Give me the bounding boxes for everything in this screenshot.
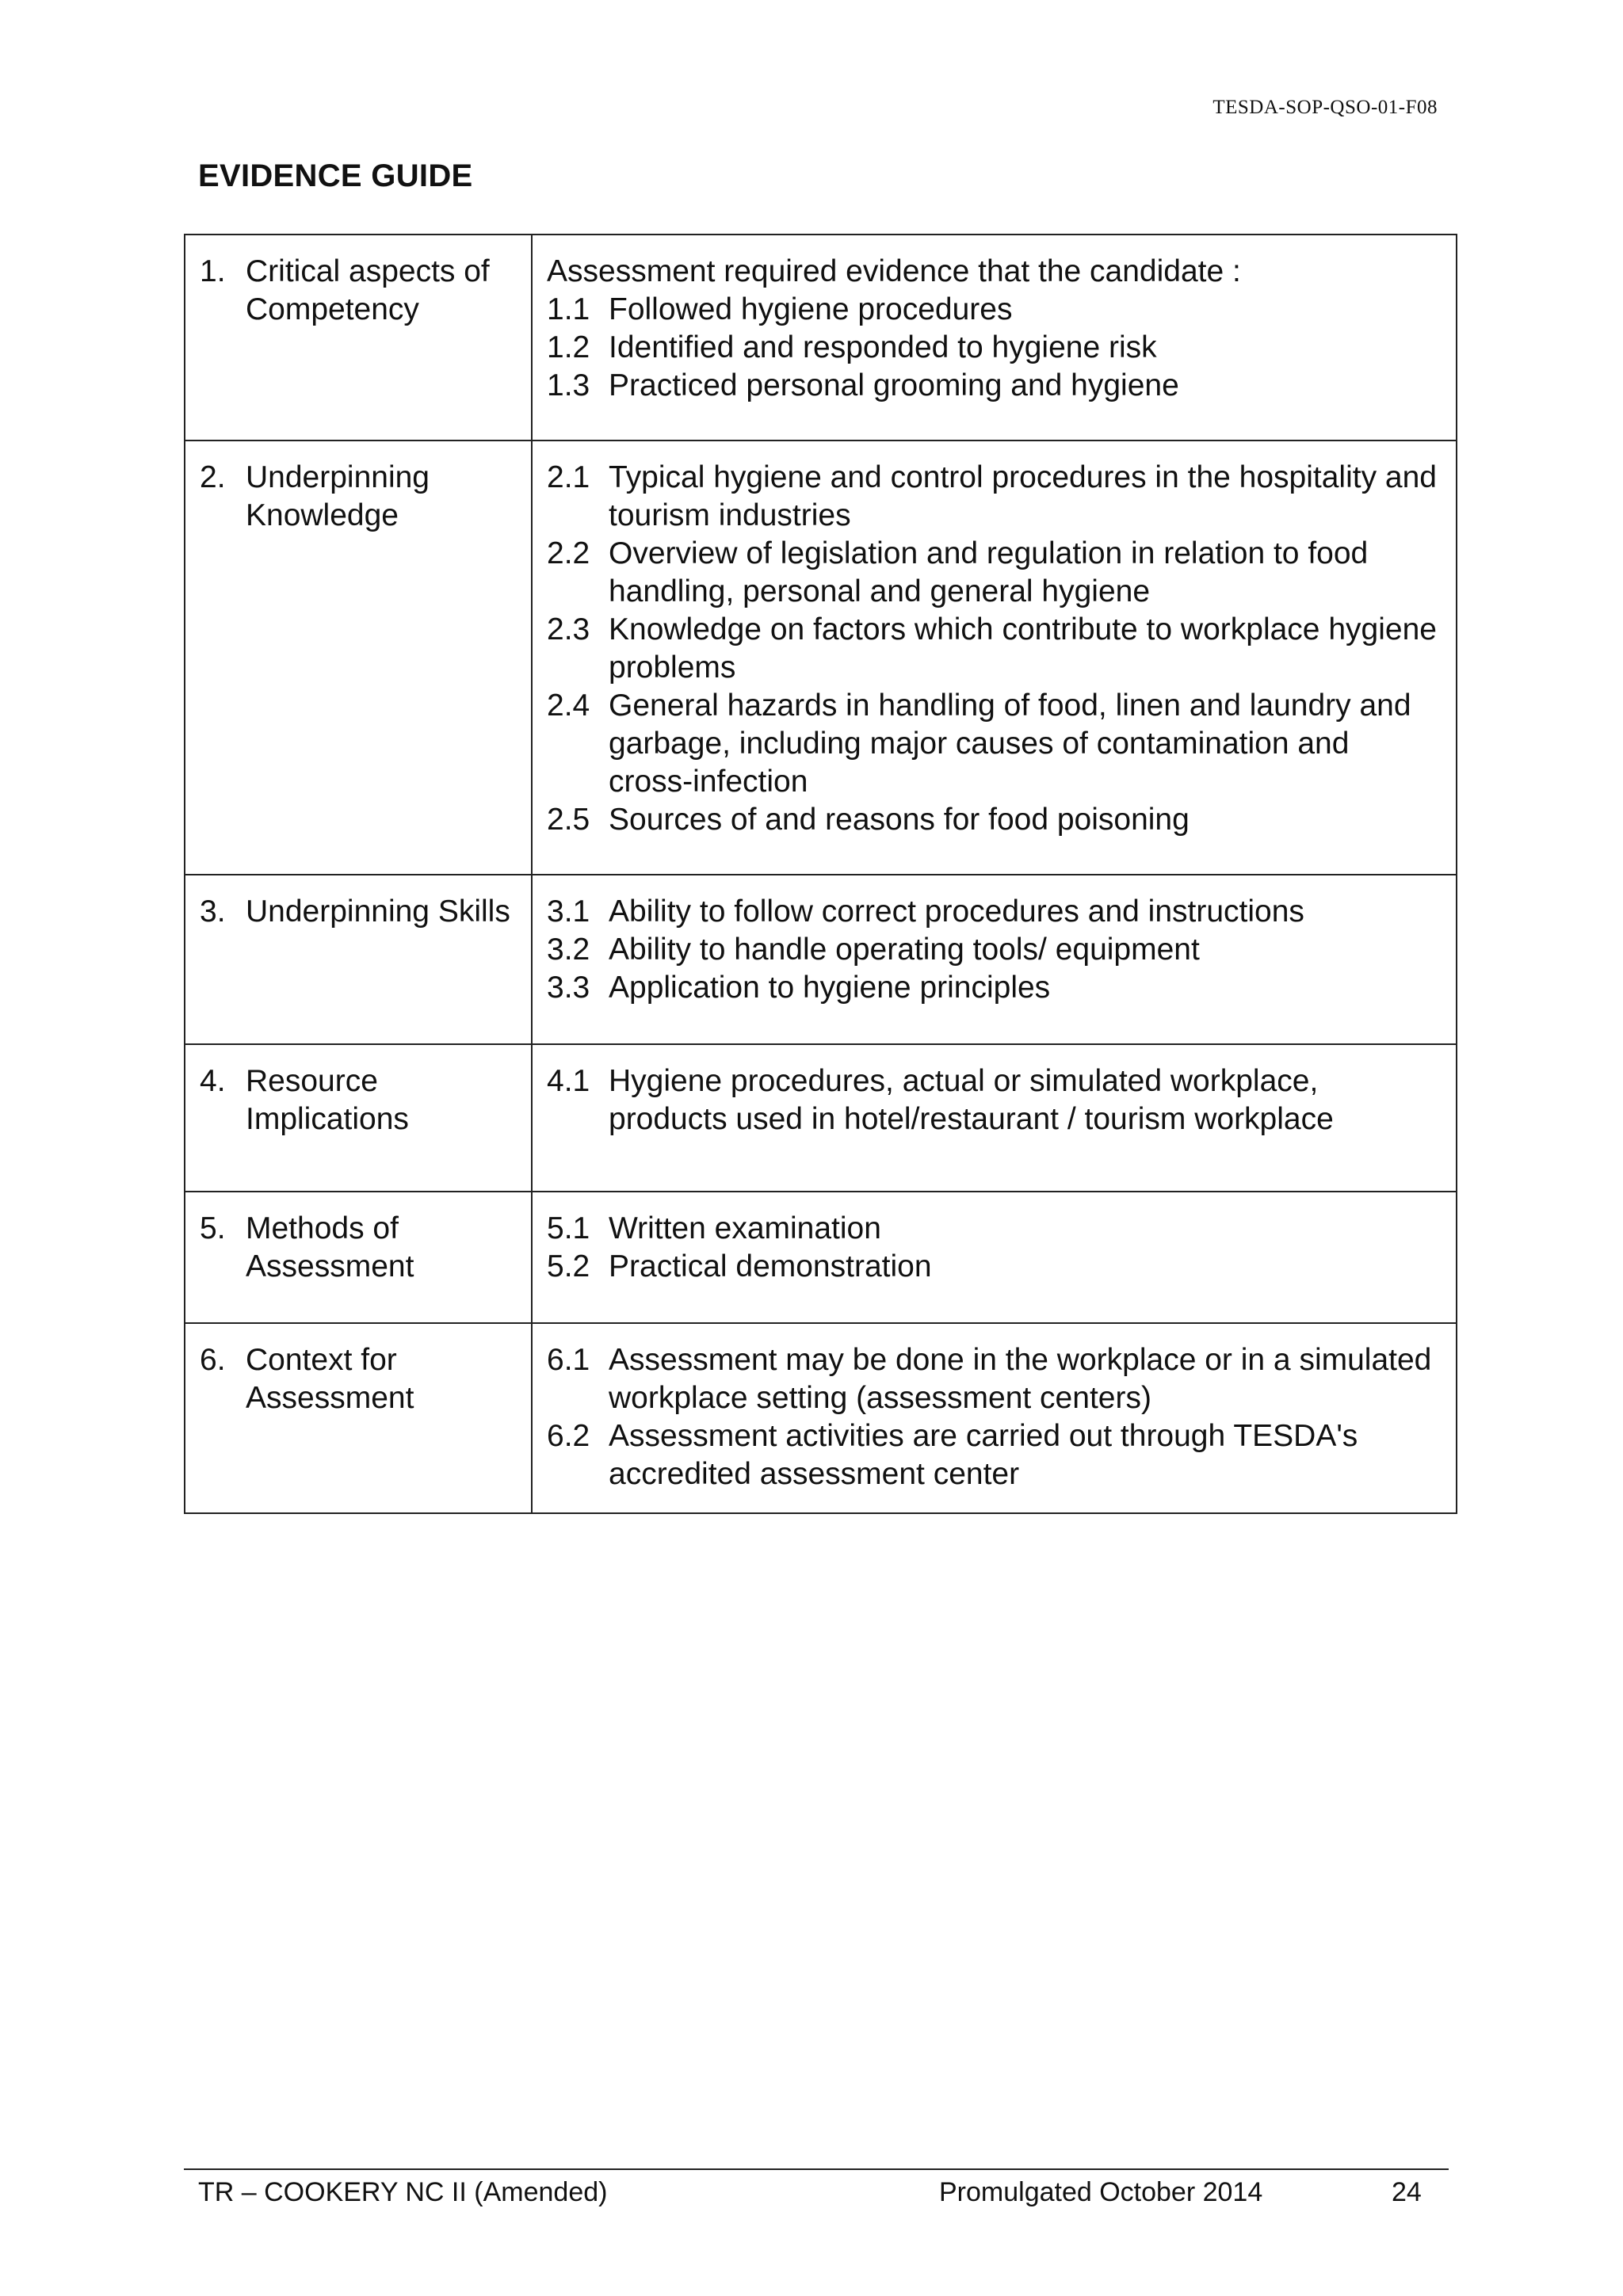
item-text: Ability to follow correct procedures and instructions bbox=[609, 894, 1304, 929]
item-text: Typical hygiene and control procedures in the hospitality and tourism industries bbox=[609, 460, 1437, 532]
criterion-label-cell bbox=[185, 441, 532, 875]
list-item bbox=[547, 459, 1442, 535]
item-text: Application to hygiene principles bbox=[609, 971, 1051, 1005]
criterion-number: 5. bbox=[200, 1211, 226, 1245]
criterion-content-cell bbox=[532, 875, 1457, 1044]
list-item bbox=[547, 931, 1442, 969]
item-text: Knowledge on factors which contribute to workplace hygiene problems bbox=[609, 612, 1437, 685]
item-number: 3.3 bbox=[547, 971, 590, 1005]
criterion-label bbox=[200, 253, 517, 329]
document-code: TESDA-SOP-QSO-01-F08 bbox=[1212, 97, 1438, 118]
page-title: EVIDENCE GUIDE bbox=[198, 158, 473, 193]
criterion-content-cell bbox=[532, 441, 1457, 875]
item-number: 1.2 bbox=[547, 330, 590, 364]
item-number: 5.1 bbox=[547, 1211, 590, 1245]
item-text: Practiced personal grooming and hygiene bbox=[609, 368, 1179, 402]
list-item bbox=[547, 687, 1442, 801]
table-row bbox=[185, 441, 1457, 875]
item-number: 2.2 bbox=[547, 536, 590, 570]
list-item bbox=[547, 969, 1442, 1007]
table-row bbox=[185, 235, 1457, 441]
criterion-content-cell bbox=[532, 1044, 1457, 1192]
item-number: 3.1 bbox=[547, 894, 590, 929]
page-number: 24 bbox=[1392, 2177, 1422, 2207]
item-text: Assessment may be done in the workplace or in a simulated workplace setting (assessment centers) bbox=[609, 1343, 1432, 1415]
criterion-number: 4. bbox=[200, 1064, 226, 1098]
item-number: 4.1 bbox=[547, 1064, 590, 1098]
item-number: 2.4 bbox=[547, 688, 590, 723]
criterion-name: Resource Implications bbox=[246, 1064, 409, 1136]
criterion-label bbox=[200, 893, 517, 931]
criterion-label bbox=[200, 459, 517, 535]
item-text: Followed hygiene procedures bbox=[609, 292, 1013, 326]
item-text: Practical demonstration bbox=[609, 1249, 932, 1283]
footer-divider bbox=[184, 2168, 1449, 2170]
criterion-number: 1. bbox=[200, 254, 226, 288]
criterion-label-cell bbox=[185, 875, 532, 1044]
list-item bbox=[547, 1248, 1442, 1286]
criterion-content-cell bbox=[532, 1192, 1457, 1323]
item-text: Assessment activities are carried out through TESDA's accredited assessment center bbox=[609, 1419, 1358, 1491]
criterion-label-cell bbox=[185, 1192, 532, 1323]
table-row bbox=[185, 875, 1457, 1044]
evidence-guide-body bbox=[185, 235, 1457, 1513]
criterion-label bbox=[200, 1210, 517, 1286]
list-item bbox=[547, 367, 1442, 405]
criterion-name: Critical aspects of Competency bbox=[246, 254, 490, 326]
item-text: Written examination bbox=[609, 1211, 881, 1245]
criterion-name: Methods of Assessment bbox=[246, 1211, 414, 1283]
list-item bbox=[547, 1210, 1442, 1248]
item-number: 6.1 bbox=[547, 1343, 590, 1377]
item-text: Ability to handle operating tools/ equipment bbox=[609, 933, 1200, 967]
item-text: Sources of and reasons for food poisoning bbox=[609, 803, 1190, 837]
criterion-label bbox=[200, 1062, 517, 1138]
list-item bbox=[547, 893, 1442, 931]
criterion-label-cell bbox=[185, 1323, 532, 1513]
list-item bbox=[547, 1417, 1442, 1493]
list-item bbox=[547, 611, 1442, 687]
criterion-number: 2. bbox=[200, 460, 226, 494]
criterion-name: Underpinning Skills bbox=[246, 894, 510, 929]
criterion-name: Context for Assessment bbox=[246, 1343, 414, 1415]
criterion-number: 3. bbox=[200, 894, 226, 929]
item-number: 2.3 bbox=[547, 612, 590, 646]
item-number: 2.1 bbox=[547, 460, 590, 494]
table-row bbox=[185, 1192, 1457, 1323]
criterion-intro: Assessment required evidence that the candidate : bbox=[547, 254, 1241, 288]
criterion-name: Underpinning Knowledge bbox=[246, 460, 430, 532]
footer-document-title: TR – COOKERY NC II (Amended) bbox=[198, 2177, 608, 2207]
footer-promulgation-date: Promulgated October 2014 bbox=[939, 2177, 1263, 2207]
item-number: 1.3 bbox=[547, 368, 590, 402]
list-item bbox=[547, 329, 1442, 367]
item-text: Identified and responded to hygiene risk bbox=[609, 330, 1157, 364]
list-item bbox=[547, 535, 1442, 611]
list-item bbox=[547, 291, 1442, 329]
item-number: 6.2 bbox=[547, 1419, 590, 1453]
criterion-content-cell bbox=[532, 1323, 1457, 1513]
table-row bbox=[185, 1044, 1457, 1192]
criterion-label-cell bbox=[185, 235, 532, 441]
item-text: General hazards in handling of food, linen and laundry and garbage, including major causes of contamination and cross-infection bbox=[609, 688, 1411, 799]
table-row bbox=[185, 1323, 1457, 1513]
criterion-number: 6. bbox=[200, 1343, 226, 1377]
criterion-label-cell bbox=[185, 1044, 532, 1192]
item-number: 2.5 bbox=[547, 803, 590, 837]
item-text: Hygiene procedures, actual or simulated workplace, products used in hotel/restaurant / tourism workplace bbox=[609, 1064, 1334, 1136]
item-number: 3.2 bbox=[547, 933, 590, 967]
evidence-guide-table bbox=[184, 234, 1457, 1514]
item-number: 1.1 bbox=[547, 292, 590, 326]
criterion-label bbox=[200, 1341, 517, 1417]
list-item bbox=[547, 801, 1442, 839]
list-item bbox=[547, 1341, 1442, 1417]
item-number: 5.2 bbox=[547, 1249, 590, 1283]
criterion-content-cell bbox=[532, 235, 1457, 441]
item-text: Overview of legislation and regulation in relation to food handling, personal and general hygiene bbox=[609, 536, 1369, 608]
list-item bbox=[547, 1062, 1442, 1138]
